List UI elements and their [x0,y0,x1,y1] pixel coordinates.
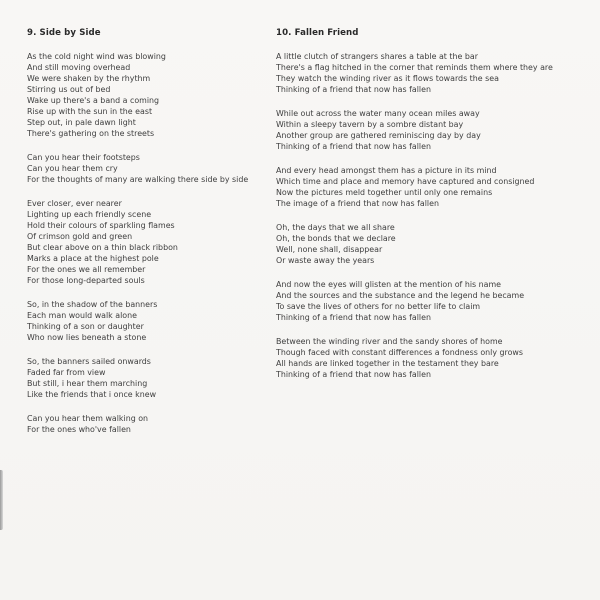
lyric-line: The image of a friend that now has fallen [276,199,439,208]
lyric-line: Thinking of a friend that now has fallen [276,85,431,94]
lyric-line: Well, none shall, disappear [276,245,383,254]
lyric-line: Faded far from view [27,368,106,377]
lyric-line: A little clutch of strangers shares a table at the bar [276,52,478,61]
lyric-line: All hands are linked together in the testament they bare [276,359,499,368]
lyric-line: Each man would walk alone [27,311,137,320]
lyric-line: Thinking of a friend that now has fallen [276,142,431,151]
song-side-by-side [27,28,272,448]
stanza [276,108,588,152]
lyric-line: Oh, the days that we all share [276,223,395,232]
lyric-line: For the ones we all remember [27,265,146,274]
lyric-line: As the cold night wind was blowing [27,52,166,61]
lyric-line: Thinking of a friend that now has fallen [276,313,431,322]
lyric-line: For the ones who've fallen [27,425,131,434]
lyric-line: For those long-departed souls [27,276,145,285]
lyric-line: We were shaken by the rhythm [27,74,151,83]
lyric-line: Can you hear them cry [27,164,118,173]
lyric-line: But clear above on a thin black ribbon [27,243,178,252]
lyric-line: So, the banners sailed onwards [27,357,151,366]
song-lyrics [276,51,588,380]
song-fallen-friend [276,28,588,393]
binding-edge [0,470,3,530]
lyric-line: Oh, the bonds that we declare [276,234,396,243]
stanza [276,336,588,380]
lyric-line: And the sources and the substance and the legend he became [276,291,525,300]
lyric-line: Stirring us out of bed [27,85,111,94]
lyric-line: There's a flag hitched in the corner that reminds them where they are [276,63,553,72]
lyric-line: Rise up with the sun in the east [27,107,153,116]
song-lyrics [27,51,272,435]
lyric-line: And now the eyes will glisten at the mention of his name [276,280,502,289]
lyric-line: Thinking of a friend that now has fallen [276,370,431,379]
lyric-line: Which time and place and memory have captured and consigned [276,177,535,186]
stanza [276,51,588,95]
stanza [276,222,588,266]
lyric-line: Or waste away the years [276,256,375,265]
lyric-line: Wake up there's a band a coming [27,96,160,105]
lyric-line: Lighting up each friendly scene [27,210,152,219]
lyric-line: And still moving overhead [27,63,131,72]
stanza [27,413,272,435]
lyric-line: Thinking of a son or daughter [27,322,144,331]
lyric-line: While out across the water many ocean miles away [276,109,480,118]
lyric-line: Of crimson gold and green [27,232,133,241]
lyric-line: So, in the shadow of the banners [27,300,158,309]
lyric-line: Step out, in pale dawn light [27,118,136,127]
stanza [27,51,272,139]
lyric-line: Though faced with constant differences a fondness only grows [276,348,523,357]
lyric-line: Within a sleepy tavern by a sombre distant bay [276,120,464,129]
lyric-line: There's gathering on the streets [27,129,155,138]
lyric-line: Between the winding river and the sandy shores of home [276,337,503,346]
lyric-line: Hold their colours of sparkling flames [27,221,175,230]
lyric-line: Who now lies beneath a stone [27,333,147,342]
stanza [276,165,588,209]
stanza [276,279,588,323]
song-title: 9. Side by Side [27,28,101,38]
lyric-line: They watch the winding river as it flows towards the sea [276,74,499,83]
lyric-line: To save the lives of others for no better life to claim [276,302,481,311]
lyric-line: Like the friends that i once knew [27,390,157,399]
stanza [27,356,272,400]
lyric-line: Can you hear them walking on [27,414,149,423]
stanza [27,198,272,286]
lyric-line: Ever closer, ever nearer [27,199,122,208]
song-title: 10. Fallen Friend [276,28,359,38]
lyric-line: But still, i hear them marching [27,379,148,388]
lyric-line: For the thoughts of many are walking there side by side [27,175,249,184]
lyric-line: Marks a place at the highest pole [27,254,159,263]
lyric-line: And every head amongst them has a picture in its mind [276,166,497,175]
lyric-line: Can you hear their footsteps [27,153,140,162]
stanza [27,299,272,343]
lyric-line: Another group are gathered reminiscing day by day [276,131,481,140]
lyric-line: Now the pictures meld together until only one remains [276,188,493,197]
stanza [27,152,272,185]
